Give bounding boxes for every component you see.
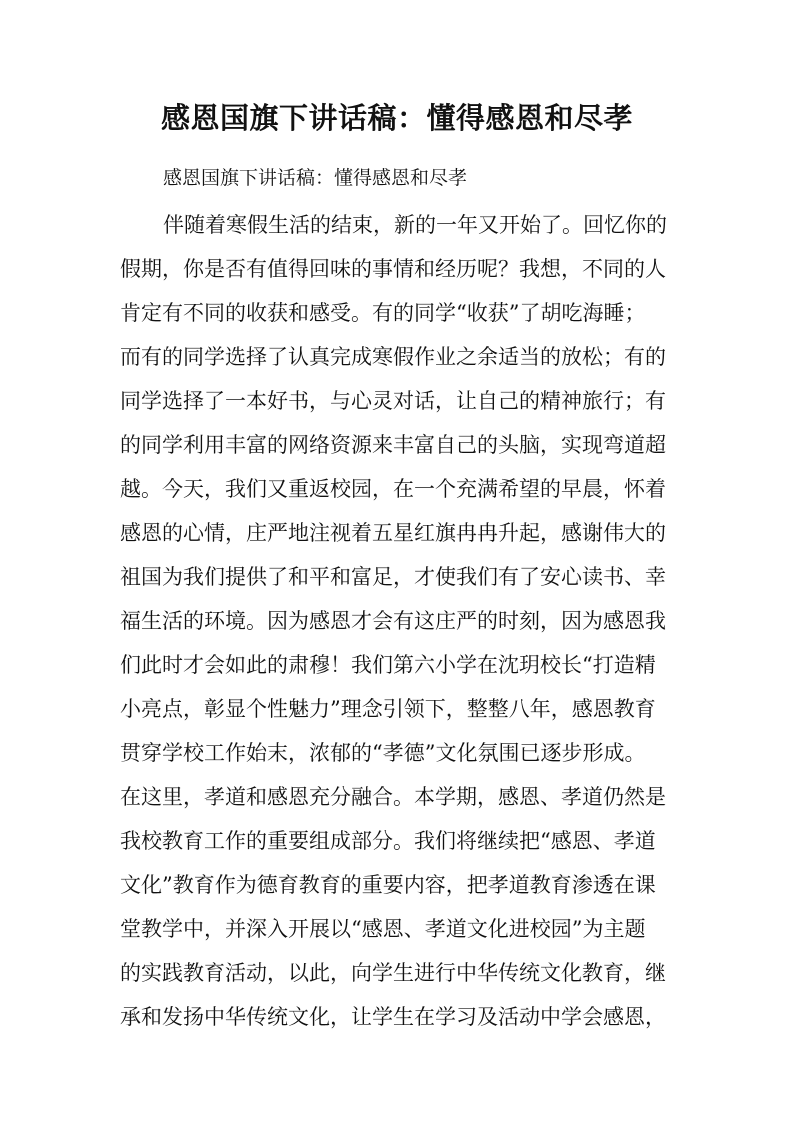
document-title: 感恩国旗下讲话稿：懂得感恩和尽孝: [160, 101, 633, 135]
body-line: 假期，你是否有值得回味的事情和经历呢？我想，不同的人: [120, 257, 666, 281]
body-line: 小亮点，彰显个性魅力”理念引领下，整整八年，感恩教育: [120, 697, 656, 721]
body-line: 的同学利用丰富的网络资源来丰富自己的头脑，实现弯道超: [120, 433, 666, 457]
body-line: 的实践教育活动，以此，向学生进行中华传统文化教育，继: [120, 961, 666, 985]
body-line: 福生活的环境。因为感恩才会有这庄严的时刻，因为感恩我: [120, 609, 666, 633]
body-line: 肯定有不同的收获和感受。有的同学“收获”了胡吃海睡；: [120, 301, 646, 325]
body-line: 越。今天，我们又重返校园，在一个充满希望的早晨，怀着: [120, 477, 666, 501]
body-line: 而有的同学选择了认真完成寒假作业之余适当的放松；有的: [120, 345, 666, 369]
body-line: 承和发扬中华传统文化，让学生在学习及活动中学会感恩，: [120, 1005, 666, 1029]
body-line: 贯穿学校工作始末，浓郁的“孝德”文化氛围已逐步形成。: [120, 741, 646, 765]
body-line: 堂教学中，并深入开展以“感恩、孝道文化进校园”为主题: [120, 917, 646, 941]
body-line: 伴随着寒假生活的结束，新的一年又开始了。回忆你的: [163, 213, 667, 237]
body-line: 们此时才会如此的肃穆！我们第六小学在沈玥校长“打造精: [120, 653, 656, 677]
body-line: 我校教育工作的重要组成部分。我们将继续把“感恩、孝道: [120, 829, 656, 853]
body-line: 在这里，孝道和感恩充分融合。本学期，感恩、孝道仍然是: [120, 785, 666, 809]
body-line: 同学选择了一本好书，与心灵对话，让自己的精神旅行；有: [120, 389, 666, 413]
body-line: 祖国为我们提供了和平和富足，才使我们有了安心读书、幸: [120, 565, 666, 589]
body-line: 感恩的心情，庄严地注视着五星红旗冉冉升起，感谢伟大的: [120, 521, 666, 545]
body-line: 文化”教育作为德育教育的重要内容，把孝道教育渗透在课: [120, 873, 656, 897]
document-subtitle: 感恩国旗下讲话稿：懂得感恩和尽孝: [163, 167, 468, 189]
